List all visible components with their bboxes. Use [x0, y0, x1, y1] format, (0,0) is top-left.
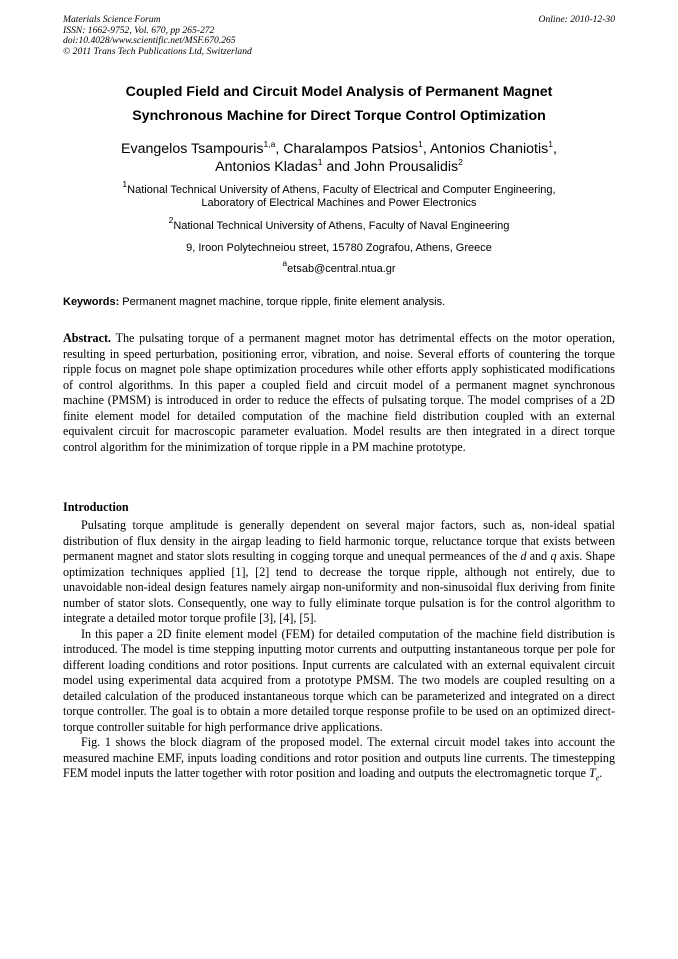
affiliation-text: National Technical University of Athens, Faculty of Electrical and Computer Engineering,	[127, 184, 556, 196]
keywords-text: Permanent magnet machine, torque ripple, finite element analysis.	[119, 296, 446, 308]
title-line-1: Coupled Field and Circuit Model Analysis of Permanent Magnet	[125, 84, 553, 100]
keywords-label: Keywords:	[63, 296, 120, 308]
affiliation-1	[60, 179, 618, 210]
author-name: Evangelos Tsampouris	[121, 141, 264, 157]
author-separator: ,	[422, 141, 430, 157]
paper-title	[60, 80, 618, 128]
author-affiliation-mark: 2	[458, 157, 463, 167]
affiliation-text: National Technical University of Athens, Faculty of Naval Engineering	[173, 220, 510, 232]
author-affiliation-mark: 1	[317, 157, 323, 167]
section-heading-introduction: Introduction	[63, 500, 129, 514]
abstract-paragraph	[63, 331, 615, 455]
contact-email	[60, 258, 618, 276]
paragraph-text: Pulsating torque amplitude is generally dependent on several major factors, such as, non-ideal spatial distribution of flux density in the airgap leading to field harmonic torque, reluctance torque that exists between permanent magnet and stator slots resulting in cogging torque and unequal permeances of the	[63, 518, 615, 563]
author-name: Antonios Chaniotis	[429, 141, 549, 157]
doi-line: doi:10.4028/www.scientific.net/MSF.670.265	[63, 35, 236, 47]
author-name: Charalampos Patsios	[283, 141, 419, 157]
affiliation-address: 9, Iroon Polytechneiou street, 15780 Zografou, Athens, Greece	[186, 242, 492, 254]
author-separator: ,	[552, 141, 557, 157]
affiliation-2	[60, 215, 618, 233]
online-date: Online: 2010-12-30	[538, 14, 615, 25]
author-name: Antonios Kladas	[215, 159, 318, 175]
author-line-1	[60, 140, 618, 158]
intro-paragraph-2: In this paper a 2D finite element model (FEM) for detailed computation of the machine field distribution is introduced. The model is time stepping inputting motor currents and outputting instantaneous torque per pole for different loading conditions and rotor positions. Input currents are calculated with an external equivalent circuit model using experimental data acquired from a prototype PMSM. The two models are coupled resulting on a detailed calculation of the produced instantaneous torque which can be parameterized and integrated on a direct torque controller. The goal is to obtain a more detailed torque response profile to be used on an optimized direct-torque controller suitable for high performance drive applications.	[63, 626, 615, 734]
journal-name: Materials Science Forum	[63, 14, 161, 25]
author-affiliation-mark: 1	[418, 139, 423, 149]
author-separator: ,	[275, 141, 284, 157]
abstract	[63, 331, 615, 455]
author-affiliation-mark: 1,a	[263, 139, 276, 149]
intro-paragraph-1	[63, 518, 615, 627]
math-symbol: d	[520, 549, 527, 563]
affiliation-mark: 1	[122, 179, 128, 189]
author-affiliation-mark: 1	[548, 139, 553, 149]
paragraph-text: and	[526, 549, 551, 563]
author-name: John Prousalidis	[354, 159, 459, 175]
author-line-2	[60, 158, 618, 176]
paragraph-text: .	[599, 766, 603, 780]
author-conjunction: and	[322, 159, 354, 175]
intro-paragraph-3	[63, 735, 615, 786]
author-list	[60, 140, 618, 176]
title-line-2: Synchronous Machine for Direct Torque Control Optimization	[132, 108, 546, 124]
journal-header	[63, 15, 615, 57]
affiliation-1-line-1	[60, 179, 618, 197]
copyright-line: © 2011 Trans Tech Publications Ltd, Switzerland	[63, 45, 252, 57]
keywords	[63, 295, 615, 309]
paragraph-text: axis. Shape optimization techniques applied [1], [2] tend to decrease the torque ripple, although not entirely, due to unavoidable non-ideal design features namely airgap non-uniformity and non-sinusoidal flux deriving from finite number of stator slots. Consequently, one way to fully eliminate torque pulsation is for the control algorithm to integrate a detailed motor torque profile [3], [4], [5].	[63, 549, 616, 625]
email-address: etsab@central.ntua.gr	[287, 263, 396, 275]
abstract-label: Abstract.	[63, 331, 112, 345]
affiliation-mark: 2	[168, 215, 174, 225]
math-subscript: e	[595, 773, 600, 783]
abstract-text: The pulsating torque of a permanent magnet motor has detrimental effects on the motor operation, resulting in speed perturbation, positioning error, vibration, and noise. Several efforts of countering the torque ripple focus on magnet pole shape optimization procedures while other efforts apply sophisticated modifications of control algorithms. In this paper a coupled field and circuit model of a permanent magnet synchronous machine (PMSM) is introduced in order to reduce the effects of pulsating torque. The model comprises of a 2D finite element model for detailed computation of the machine field distribution coupled with an external equivalent circuit for macroscopic parameter evaluation. Model results are then integrated in a direct torque control algorithm for the minimization of torque ripple in a PM machine prototype.	[63, 331, 615, 454]
issn-line: ISSN: 1662-9752, Vol. 670, pp 265-272	[63, 24, 215, 36]
math-symbol: q	[550, 549, 557, 563]
affiliation-1-line-2: Laboratory of Electrical Machines and Power Electronics	[201, 197, 477, 209]
email-mark: a	[282, 258, 288, 268]
introduction-body	[63, 518, 615, 786]
math-symbol: T	[588, 766, 596, 780]
paragraph-text: Fig. 1 shows the block diagram of the proposed model. The external circuit model takes into account the measured machine EMF, inputs loading conditions and rotor position and outputs line currents. The timestepping FEM model inputs the latter together with rotor position and loading and outputs the electromagnetic torque	[63, 735, 615, 780]
